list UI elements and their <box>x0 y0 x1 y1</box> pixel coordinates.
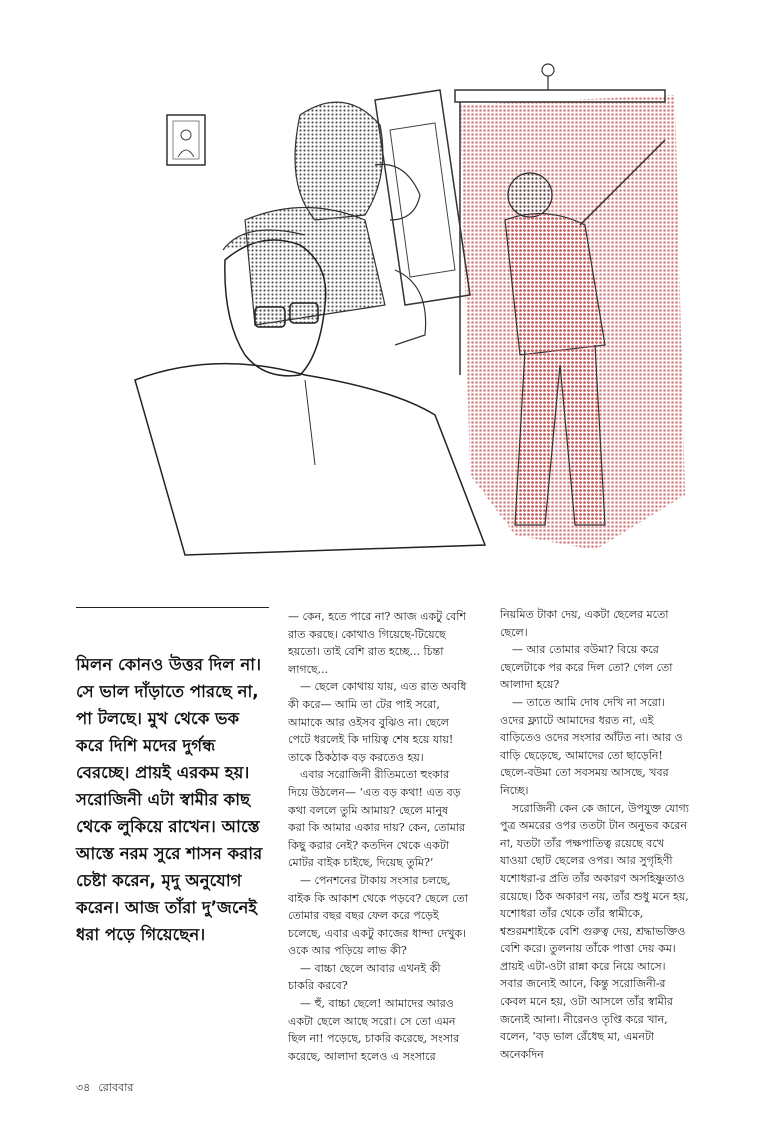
paragraph: — হুঁ, বাচ্চা ছেলে! আমাদের আরও একটা ছেলে আছে সরো। সে তো এমন ছিল না! পড়েছে, চাকরি করেছে, সংসার করেছে, আলাদা হলেও এ সংসারে <box>288 997 460 1063</box>
paragraph: — ছেলে কোথায় যায়, এত রাত অবধি কী করে— আমি তা টের পাই সরো, আমাকে আর ওইসব বুঝিও না। ছেলে পেটে ধরলেই কি দায়িত্ব শেষ হয়ে যায়! তাকে ঠিকঠাক বড় করতেও হয়। <box>288 680 467 764</box>
paragraph: — তাতে আমি দোষ দেখি না সরো। ওদের ফ্ল্যাটে আমাদের ধরত না, এই বাড়িতেও ওদের সংসার আঁটত না। আর ও বাড়ি ছেড়েছে, আমাদের তো ছাড়েনি! ছেলে-বউমা তো সবসময় আসছে, খবর নিচ্ছে। <box>500 695 683 797</box>
paragraph: নিয়মিত টাকা দেয়, একটা ছেলের মতো ছেলে। <box>500 608 669 639</box>
paragraph: এবার সরোজিনী রীতিমতো হুংকার দিয়ে উঠলেন— ‘এত বড় কথা! এত বড় কথা বললে তুমি আমায়? ছেলে মানুষ করা কি আমার একার দায়? কেন, তোমার কিছু করার নেই? কতদিন থেকে একটা মোটর বাইক চাইছে, দিয়েছ তুমি?’ <box>288 768 466 870</box>
story-illustration <box>75 45 695 570</box>
paragraph: — কেন, হতে পারে না? আজ একটু বেশি রাত করছে। কোথাও গিয়েছে-টিয়েছে হয়তো। তাই বেশি রাত হচ্ছে... চিন্তা লাগছে... <box>288 610 466 676</box>
pull-quote <box>76 651 272 948</box>
body-column-2 <box>288 608 468 1065</box>
page-number: ৩৪ <box>76 1081 91 1094</box>
paragraph: সরোজিনী কেন কে জানে, উপযুক্ত যোগ্য পুত্র অমরের ওপর ততটা টান অনুভব করেন না, যতটা তাঁর পক্ষপাতিত্ব রয়েছে বখে যাওয়া ছোট ছেলের ওপর। আর সুগৃহিণী যশোধরা-র প্রতি তাঁর অকারণ অসহিষ্ণুতাও রয়েছে। ঠিক অকারণ নয়, তাঁর শুধু মনে হয়, যশোধরা তাঁর থেকে তাঁর স্বামীকে, শ্বশুরমশাইকে বেশি গুরুত্ব দেয়, শ্রদ্ধাভক্তিও বেশি করে। তুলনায় তাঁকে পাত্তা দেয় কম। প্রায়ই এটা-ওটা রান্না করে নিয়ে আসে। সবার জন্যেই আনে, কিন্তু সরোজিনী-র কেবল মনে হয়, ওটা আসলে তাঁর স্বামীর জন্যেই আনা। নীরেনও তৃপ্তি করে খান, বলেন, ‘বড় ভাল রেঁধেছ মা, এমনটা অনেকদিন <box>500 801 689 1061</box>
magazine-name: রোববার <box>98 1081 134 1094</box>
door-panel <box>375 90 470 305</box>
paragraph: — আর তোমার বউমা? বিয়ে করে ছেলেটাকে পর করে দিল তো? গেল তো আলাদা হয়ে? <box>500 643 673 692</box>
paragraph: — পেনশনের টাকায় সংসার চলছে, বাইক কি আকাশ থেকে পড়বে? ছেলে তো তোমার বছর বছর ফেল করে পড়েই চলেছে, এবার একটু কাজের ধান্দা দেখুক। ওকে আর পড়িয়ে লাভ কী? <box>288 873 468 958</box>
pull-quote-text: মিলন কোনও উত্তর দিল না। সে ভাল দাঁড়াতে পারছে না, পা টলছে। মুখ থেকে ভক করে দিশি মদের দুর্গন্ধ বেরচ্ছে। প্রায়ই এরকম হয়। সরোজিনী এটা স্বামীর কাছ থেকে লুকিয়ে রাখেন। আস্তে আস্তে নরম সুরে শাসন করার চেষ্টা করেন, মৃদু অনুযোগ করেন। আজ তাঁরা দু’জনেই ধরা পড়ে গিয়েছেন। <box>76 655 263 944</box>
wall-portrait <box>167 115 205 165</box>
page-footer <box>76 1079 142 1098</box>
pull-quote-rule <box>76 607 269 608</box>
body-column-3 <box>500 606 690 1063</box>
paragraph: — বাচ্চা ছেলে আবার এখনই কী চাকরি করবে? <box>288 961 441 993</box>
